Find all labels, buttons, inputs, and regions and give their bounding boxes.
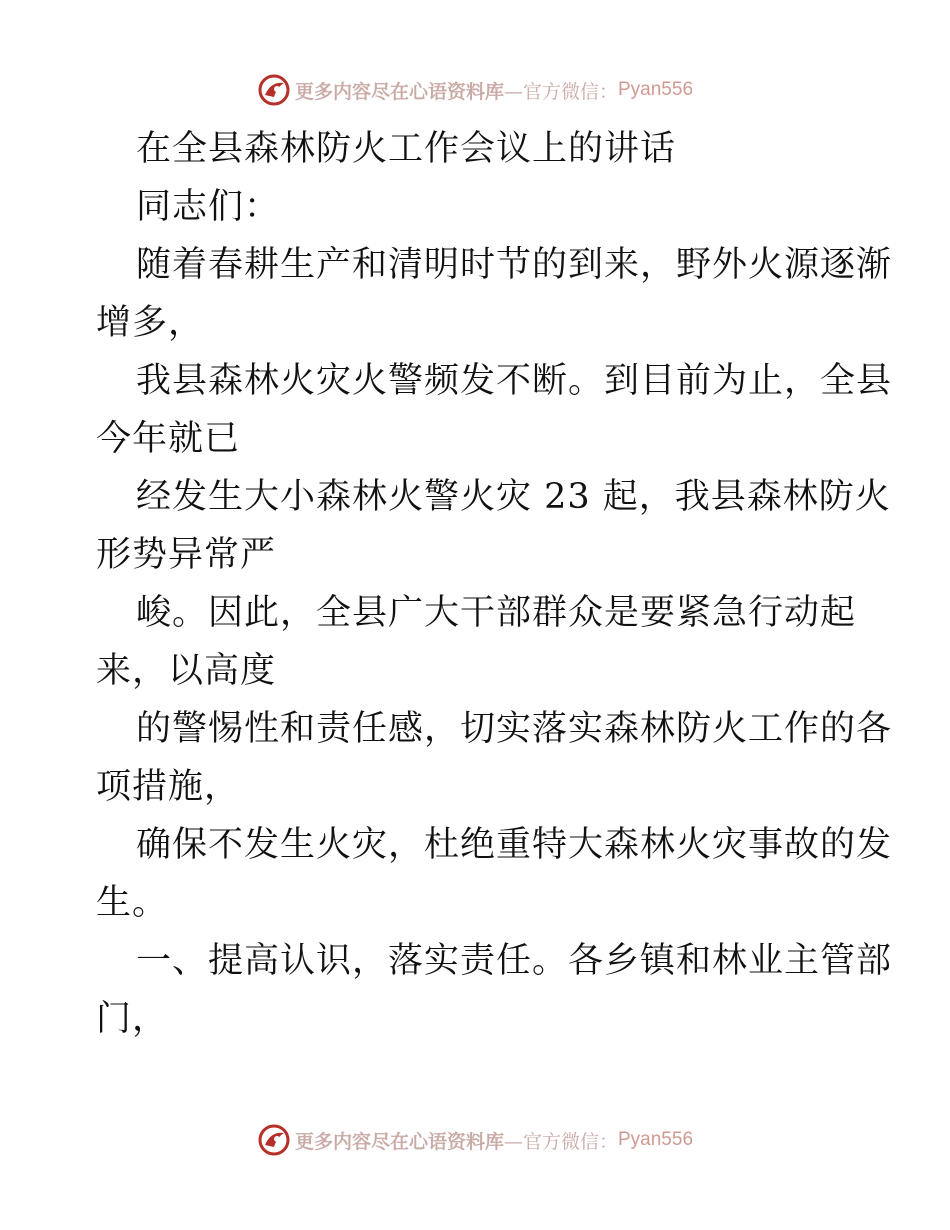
- paragraph-line: 确保不发生火灾，杜绝重特大森林火灾事故的发: [136, 825, 893, 865]
- footer-wechat-id: Pyan556: [618, 1129, 694, 1150]
- paragraph-line: 生。: [96, 883, 169, 923]
- brand-logo-icon: [257, 73, 291, 107]
- footer-separator-text: —官方微信：: [503, 1130, 618, 1153]
- header-watermark-banner: [0, 70, 950, 110]
- paragraph-line: 来，以高度: [96, 651, 277, 691]
- paragraph-line: 增多，: [96, 303, 205, 343]
- paragraph-line: 今年就已: [96, 419, 241, 459]
- footer-watermark-banner: [0, 1120, 950, 1160]
- header-brand-text: 更多内容尽在心语资料库: [294, 80, 504, 103]
- header-separator-text: —官方微信：: [503, 80, 618, 103]
- document-body: [96, 120, 893, 1048]
- salutation: 同志们：: [136, 187, 281, 227]
- paragraph-line: 项措施，: [96, 767, 241, 807]
- paragraph-line: 门，: [96, 999, 169, 1039]
- paragraph-line: 随着春耕生产和清明时节的到来，野外火源逐渐: [136, 245, 893, 285]
- paragraph-line: 的警惕性和责任感，切实落实森林防火工作的各: [136, 709, 893, 749]
- brand-logo-icon: [257, 1123, 291, 1157]
- paragraph-line: 形势异常严: [96, 535, 277, 575]
- footer-brand-text: 更多内容尽在心语资料库: [294, 1130, 504, 1153]
- paragraph-line: 我县森林火灾火警频发不断。到目前为止，全县: [136, 361, 893, 401]
- document-title: 在全县森林防火工作会议上的讲话: [136, 129, 677, 169]
- paragraph-line: 峻。因此，全县广大干部群众是要紧急行动起: [136, 593, 857, 633]
- header-wechat-id: Pyan556: [618, 79, 694, 100]
- paragraph-line: 经发生大小森林火警火灾 23 起，我县森林防火: [136, 477, 891, 517]
- section-heading-line: 一、提高认识，落实责任。各乡镇和林业主管部: [136, 941, 893, 981]
